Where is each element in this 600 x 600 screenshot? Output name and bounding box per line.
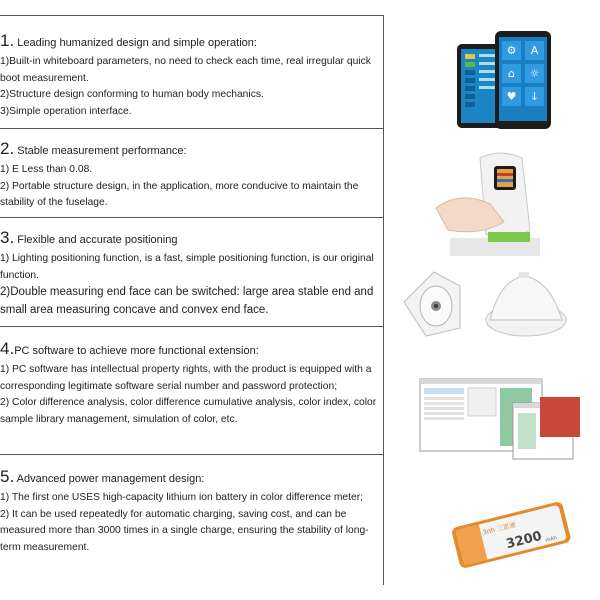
section-5-line-1: 1) The first one USES high-capacity lithium ion battery in color difference meter; [0, 492, 364, 503]
section-3-number: 3. [0, 228, 15, 247]
section-1-title: Leading humanized design and simple operation: [14, 37, 257, 49]
section-2-line-2: 2) Portable structure design, in the application, more conducive to maintain the stability of the fuselage. [0, 180, 359, 208]
battery-image [446, 492, 576, 576]
tile-icon: ⌂ [508, 67, 515, 80]
section-divider [0, 217, 384, 218]
section-5-title: Advanced power management design: [14, 473, 205, 485]
section-1 [0, 30, 384, 120]
section-divider [0, 15, 384, 16]
battery-capacity: 3200 [504, 528, 544, 553]
section-divider [0, 326, 384, 327]
section-4-line-2: 2) Color difference analysis, color difference cumulative analysis, color index, color sample library management, simulation of color, etc. [0, 397, 377, 425]
tile-icon: ☼ [529, 67, 540, 80]
tile-icon: A [530, 44, 539, 57]
section-1-line-2: 2)Structure design conforming to human body mechanics. [0, 89, 264, 100]
measuring-caps-image [400, 262, 572, 344]
section-1-heading [0, 30, 384, 54]
section-4 [0, 338, 384, 428]
section-3-title: Flexible and accurate positioning [14, 234, 178, 246]
section-2-number: 2. [0, 139, 15, 158]
section-1-line-1: 1)Built-in whiteboard parameters, no need to check each time, real irregular quick boot measurement. [0, 56, 371, 84]
battery-brand: 3nh 三恩驰 [481, 520, 517, 537]
section-3 [0, 227, 384, 319]
section-divider [0, 454, 384, 455]
section-2-line-1: 1) E Less than 0.08. [0, 164, 93, 175]
section-divider [0, 128, 384, 129]
section-5-heading [0, 466, 384, 490]
tile-icon: ♥ [506, 90, 517, 103]
section-2 [0, 138, 384, 212]
section-3-line-1: 1) Lighting positioning function, is a fast, simple positioning function, is our original function. [0, 253, 374, 281]
pc-software-image [418, 373, 584, 463]
colorimeter-image [430, 150, 556, 262]
section-3-heading [0, 227, 384, 251]
section-1-line-3: 3)Simple operation interface. [0, 105, 132, 117]
section-4-title: PC software to achieve more functional extension: [14, 345, 259, 357]
tile-icon: ⚙ [506, 44, 517, 57]
tile-icon: ↓ [529, 90, 540, 103]
tablets-image [455, 28, 555, 136]
section-5-number: 5. [0, 467, 15, 486]
section-4-heading [0, 338, 384, 362]
section-1-number: 1. [0, 31, 15, 50]
battery-unit: mAh [544, 535, 558, 544]
section-2-heading [0, 138, 384, 162]
section-5-line-2: 2) It can be used repeatedly for automatic charging, saving cost, and can be measured more than 3000 times in a single charge, ensuring the stability of long-term measurement. [0, 508, 369, 553]
section-2-title: Stable measurement performance: [14, 145, 187, 157]
section-3-line-2: 2)Double measuring end face can be switched: large area stable end and small area measuring concave and convex end face. [0, 286, 374, 316]
section-5 [0, 466, 384, 556]
section-4-line-1: 1) PC software has intellectual property rights, with the product is equipped with a corresponding legitimate software serial number and password protection; [0, 364, 372, 392]
section-4-number: 4. [0, 339, 15, 358]
